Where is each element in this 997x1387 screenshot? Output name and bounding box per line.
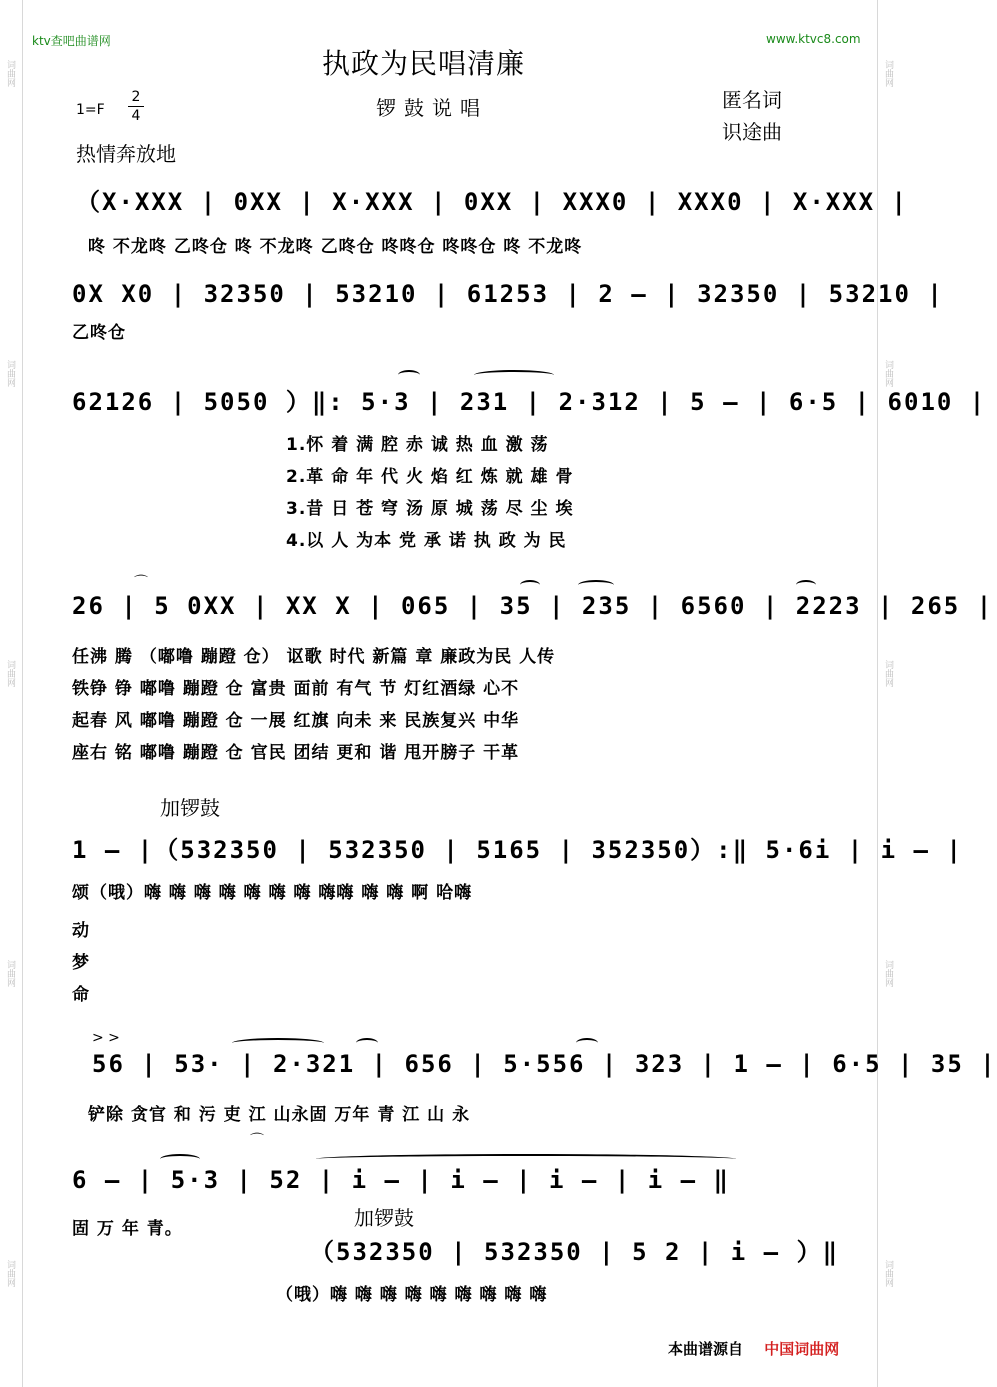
percussion-instruction: 加锣鼓	[354, 1206, 414, 1230]
lyric-verse-2: 2.革 命 年 代 火 焰 红 炼 就 雄 骨	[286, 467, 574, 487]
lyric-verse-2: 铁铮 铮 嘟噜 蹦蹬 仓 富贵 面前 有气 节 灯红酒绿 心不	[72, 679, 520, 699]
lyricist-credit: 匿名词	[722, 88, 782, 112]
notation-line-6: 56 | 53· | 2·321 | 656 | 5·556 | 323 | 1 – | 6·5 | 35 |	[92, 1050, 997, 1078]
watermark-text: 词曲网	[883, 360, 893, 387]
notation-line-4: 26 | 5 0XX | XX X | 065 | 35 | 235 | 6560 | 2223 | 265 |	[72, 592, 994, 620]
watermark-text: 词曲网	[5, 960, 15, 987]
watermark-text: 词曲网	[5, 60, 15, 87]
lyric-verse-3: 起春 风 嘟噜 蹦蹬 仓 一展 红旗 向未 来 民族复兴 中华	[72, 711, 520, 731]
watermark-text: 词曲网	[883, 60, 893, 87]
song-title: 执政为民唱清廉	[322, 47, 526, 80]
lyric-line-5-verse-3: 梦	[72, 953, 90, 973]
notation-line-1: （X·XXX | 0XX | X·XXX | 0XX | XXX0 | XXX0 | X·XXX |	[76, 188, 909, 216]
watermark-text: 词曲网	[5, 360, 15, 387]
fermata-mark: ⌒	[250, 1133, 264, 1149]
site-link-left[interactable]: ktv查吧曲谱网	[32, 34, 111, 48]
time-numerator: 2	[128, 88, 144, 107]
site-link-right[interactable]: www.ktvc8.com	[766, 32, 861, 46]
key-signature: 1=F	[76, 102, 105, 118]
footer-source-link[interactable]: 中国词曲网	[764, 1340, 840, 1358]
slur	[160, 1154, 200, 1164]
tempo-marking: 热情奔放地	[76, 142, 176, 166]
slur	[578, 580, 614, 590]
footer-source	[668, 1338, 839, 1359]
notation-percussion-line: （532350 | 532350 | 5 2 | i – ）‖	[310, 1238, 840, 1266]
watermark-text: 词曲网	[883, 960, 893, 987]
watermark-text: 词曲网	[5, 660, 15, 687]
lyric-line-1: 咚 不龙咚 乙咚仓 咚 不龙咚 乙咚仓 咚咚仓 咚咚仓 咚 不龙咚	[88, 237, 583, 257]
notation-line-5: 1 – |（532350 | 532350 | 5165 | 352350）:‖ 5·6i | i – |	[72, 836, 963, 864]
slur	[474, 370, 554, 380]
lyric-line-5: 颂（哦）嗨 嗨 嗨 嗨 嗨 嗨 嗨 嗨嗨 嗨 嗨 啊 哈嗨	[72, 883, 473, 903]
lyric-line-7: 固 万 年 青。	[72, 1219, 183, 1239]
time-signature	[128, 88, 144, 125]
slur	[576, 1038, 598, 1048]
slur	[796, 580, 816, 590]
lyric-line-5-verse-2: 动	[72, 921, 90, 941]
composer-credit: 识途曲	[722, 120, 782, 144]
time-denominator: 4	[131, 108, 141, 124]
lyric-line-6: 铲除 贪官 和 污 吏 江 山永固 万年 青 江 山 永	[88, 1105, 471, 1125]
lyric-line-5-verse-4: 命	[72, 985, 90, 1005]
watermark-text: 词曲网	[883, 660, 893, 687]
accent-marks: > >	[92, 1030, 120, 1046]
percussion-instruction: 加锣鼓	[160, 796, 220, 820]
footer-prefix: 本曲谱源自	[668, 1340, 744, 1358]
lyric-verse-4: 座右 铭 嘟噜 蹦蹬 仓 官民 团结 更和 谐 甩开膀子 干革	[72, 743, 520, 763]
tie	[316, 1154, 736, 1164]
fermata-mark: ⌒	[134, 575, 148, 591]
lyric-verse-3: 3.昔 日 苍 穹 汤 原 城 荡 尽 尘 埃	[286, 499, 574, 519]
notation-line-7: 6 – | 5·3 | 52 | i – | i – | i – | i – ‖	[72, 1166, 730, 1194]
lyric-verse-4: 4.以 人 为本 党 承 诺 执 政 为 民	[286, 531, 567, 551]
left-border-strip	[0, 0, 23, 1387]
slur	[398, 370, 420, 380]
notation-line-2: 0X X0 | 32350 | 53210 | 61253 | 2 – | 32350 | 53210 |	[72, 280, 944, 308]
lyric-verse-1: 任沸 腾 （嘟噜 蹦蹬 仓） 讴歌 时代 新篇 章 廉政为民 人传	[72, 647, 556, 667]
slur	[520, 580, 540, 590]
watermark-text: 词曲网	[5, 1260, 15, 1287]
lyric-line-2: 乙咚仓	[72, 323, 126, 343]
slur	[356, 1038, 378, 1048]
watermark-text: 词曲网	[883, 1260, 893, 1287]
notation-line-3: 62126 | 5050 ）‖: 5·3 | 231 | 2·312 | 5 – | 6·5 | 6010 |	[72, 388, 987, 416]
lyric-percussion-line: （哦）嗨 嗨 嗨 嗨 嗨 嗨 嗨 嗨 嗨	[276, 1285, 548, 1305]
lyric-verse-1: 1.怀 着 满 腔 赤 诚 热 血 激 荡	[286, 435, 549, 455]
song-subtitle: 锣鼓说唱	[376, 96, 488, 120]
slur	[232, 1038, 324, 1048]
